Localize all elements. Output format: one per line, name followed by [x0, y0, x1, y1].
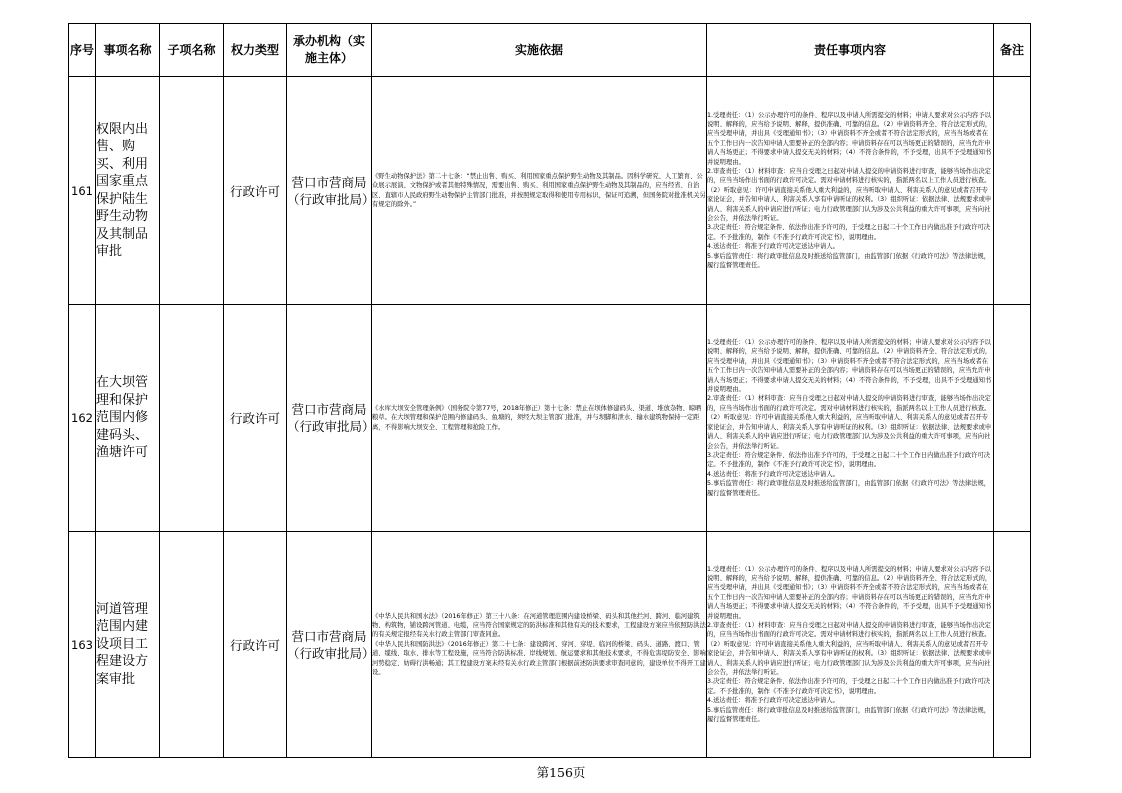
resp-decision: 3.决定责任：符合规定条件、依法作出准予许可的，于受理之日起二十个工作日内做出准予行政许可决定。不予批准的，制作《不准予行政许可决定书》，说明理由。	[707, 451, 991, 469]
handling-org	[287, 532, 375, 758]
sub-item-name	[160, 77, 224, 305]
handling-org	[287, 77, 375, 305]
legal-basis	[372, 305, 707, 532]
resp-review: 2.审查责任：（1）材料审查：应当自受理之日起对申请人提交的申请资料进行审查，能够当场作出决定的，应当当场作出书面的行政许可决定。需对申请材料进行核实的，指派两名以上工作人员进行核查。（2）听取意见：许可申请直接关系他人重大利益的，应当听取申请人、利害关系人的意见或者召开专家论证会，并告知申请人、利害关系人享有申请听证的权利。（3）组织听证：依据法律、法规要求或申请人、利害关系人的申请应进行听证；电力行政管理部门认为涉及公共利益的重大许可事项，应当向社会公告，并依法举行听证。	[707, 167, 992, 223]
org-text: 营口市营商局（行政审批局）	[287, 402, 375, 434]
resp-supervision: 5.事后监管责任：将行政审批信息及时推送给监管部门，由监管部门依据《行政许可法》等法律法规，履行监督管理责任。	[707, 706, 991, 724]
header-note: 备注	[994, 24, 1031, 77]
sub-item-name	[160, 305, 224, 532]
responsibility-content	[707, 305, 994, 532]
org-text: 营口市营商局（行政审批局）	[287, 628, 375, 661]
header-sub: 子项名称	[160, 24, 224, 77]
resp-decision: 3.决定责任：符合规定条件、依法作出准予许可的，于受理之日起二十个工作日内做出准予行政许可决定。不予批准的，制作《不准予行政许可决定书》，说明理由。	[707, 678, 991, 695]
row-number: 163	[69, 532, 96, 758]
note-cell	[994, 532, 1031, 758]
permission-table	[68, 23, 1031, 758]
resp-delivery: 4.送达责任：将准予行政许可决定送达申请人。	[707, 243, 839, 251]
row-number: 161	[69, 77, 96, 305]
basis-paragraph: 《中华人民共和国防洪法》（2016年修正）第二十七条：建设跨河、穿河、穿堤、临河的桥梁、码头、道路、渡口、管道、缆线、取水、排水等工程设施，应当符合防洪标准、岸线规划、航运要求和其他技术要求，不得危害堤防安全、影响河势稳定、妨碍行洪畅通；其工程建设方案未经有关水行政主管部门根据前述防洪要求审查同意的，建设单位不得开工建设。	[372, 640, 706, 677]
table-row	[69, 305, 1031, 532]
handling-org	[287, 305, 375, 532]
resp-acceptance: 1.受理责任：（1）公示办理许可的条件、程序以及申请人所需提交的材料；申请人要求对公示内容予以说明、解释的，应当给予说明、解释，提供准确、可靠的信息。（2）申请资料齐全、符合法定形式的，应当受理申请，并出具《受理通知书》；（3）申请资料不齐全或者不符合法定形式的，应当当场或者在五个工作日内一次告知申请人需要补正的全部内容；申请资料存在可以当场更正的错误的，应当允许申请人当场更正；不得要求申请人提交无关的材料；（4）不符合条件的，不予受理，出具不予受理通知书并说明理由。	[707, 565, 992, 620]
header-resp: 责任事项内容	[707, 24, 994, 77]
resp-delivery: 4.送达责任：将准予行政许可决定送达申请人。	[707, 470, 839, 478]
page-number: 第156页	[536, 765, 586, 780]
resp-acceptance: 1.受理责任：（1）公示办理许可的条件、程序以及申请人所需提交的材料；申请人要求对公示内容予以说明、解释的，应当给予说明、解释，提供准确、可靠的信息。（2）申请资料齐全、符合法定形式的，应当受理申请，并出具《受理通知书》；（3）申请资料不齐全或者不符合法定形式的，应当当场或者在五个工作日内一次告知申请人需要补正的全部内容；申请资料存在可以当场更正的错误的，应当允许申请人当场更正；不得要求申请人提交无关的材料；（4）不符合条件的，不予受理，出具不予受理通知书并说明理由。	[707, 111, 992, 166]
resp-decision: 3.决定责任：符合规定条件、依法作出准予许可的，于受理之日起二十个工作日内做出准予行政许可决定。不予批准的，制作《不准予行政许可决定书》，说明理由。	[707, 224, 991, 241]
note-cell	[994, 305, 1031, 532]
responsibility-content	[707, 532, 994, 758]
resp-review: 2.审查责任：（1）材料审查：应当自受理之日起对申请人提交的申请资料进行审查，能够当场作出决定的，应当当场作出书面的行政许可决定。需对申请材料进行核实的，指派两名以上工作人员进行核查。（2）听取意见：许可申请直接关系他人重大利益的，应当听取申请人、利害关系人的意见或者召开专家论证会，并告知申请人、利害关系人享有申请听证的权利。（3）组织听证：依据法律、法规要求或申请人、利害关系人的申请应进行听证；电力行政管理部门认为涉及公共利益的重大许可事项，应当向社会公告，并依法举行听证。	[707, 621, 992, 677]
header-name: 事项名称	[96, 24, 160, 77]
resp-acceptance: 1.受理责任：（1）公示办理许可的条件、程序以及申请人所需提交的材料；申请人要求对公示内容予以说明、解释的，应当给予说明、解释，提供准确、可靠的信息。（2）申请资料齐全、符合法定形式的，应当受理申请，并出具《受理通知书》；（3）申请资料不齐全或者不符合法定形式的，应当当场或者在五个工作日内一次告知申请人需要补正的全部内容；申请资料存在可以当场更正的错误的，应当允许申请人当场更正；不得要求申请人提交无关的材料；（4）不符合条件的，不予受理，出具不予受理通知书并说明理由。	[707, 339, 992, 394]
header-type: 权力类型	[224, 24, 287, 77]
row-number: 162	[69, 305, 96, 532]
sub-item-name	[160, 532, 224, 758]
note-cell	[994, 77, 1031, 305]
power-type: 行政许可	[224, 305, 287, 532]
resp-delivery: 4.送达责任：将准予行政许可决定送达申请人。	[707, 697, 839, 705]
responsibility-content	[707, 77, 994, 305]
header-basis: 实施依据	[372, 24, 707, 77]
table-row	[69, 77, 1031, 305]
resp-review: 2.审查责任：（1）材料审查：应当自受理之日起对申请人提交的申请资料进行审查，能够当场作出决定的，应当当场作出书面的行政许可决定。需对申请材料进行核实的，指派两名以上工作人员进行核查。（2）听取意见：许可申请直接关系他人重大利益的，应当听取申请人、利害关系人的意见或者召开专家论证会，并告知申请人、利害关系人享有申请听证的权利。（3）组织听证：依据法律、法规要求或申请人、利害关系人的申请应进行听证；电力行政管理部门认为涉及公共利益的重大许可事项，应当向社会公告，并依法举行听证。	[707, 395, 992, 450]
table-row	[69, 532, 1031, 758]
resp-supervision: 5.事后监管责任：将行政审批信息及时推送给监管部门，由监管部门依据《行政许可法》等法律法规，履行监督管理责任。	[707, 252, 991, 270]
basis-paragraph: 《水库大坝安全管理条例》（国务院令第77号，2018年修正）第十七条：禁止在坝体修建码头、渠道、堆放杂物、晾晒粮草。在大坝管理和保护范围内修建码头、鱼塘的，须经大坝主管部门批准，并与坝脚和泄水、输水建筑物保持一定距离，不得影响大坝安全、工程管理和抢险工作。	[372, 404, 702, 431]
item-name: 权限内出售、购买、利用国家重点保护陆生野生动物及其制品审批	[96, 77, 160, 305]
item-name: 在大坝管理和保护范围内修建码头、渔塘许可	[96, 305, 160, 532]
item-name: 河道管理范围内建设项目工程建设方案审批	[96, 532, 160, 758]
header-org: 承办机构（实施主体）	[287, 24, 372, 77]
header-row	[69, 24, 1031, 77]
resp-supervision: 5.事后监管责任：将行政审批信息及时推送给监管部门，由监管部门依据《行政许可法》等法律法规，履行监督管理责任。	[707, 480, 991, 497]
power-type: 行政许可	[224, 77, 287, 305]
power-type: 行政许可	[224, 532, 287, 758]
header-no: 序号	[69, 24, 96, 77]
basis-paragraph: 《野生动物保护法》第二十七条：“禁止出售、购买、利用国家重点保护野生动物及其制品。因科学研究、人工繁育、公众展示展演、文物保护或者其他特殊情况，需要出售、购买、利用国家重点保护野生动物及其制品的，应当经省、自治区、直辖市人民政府野生动物保护主管部门批准，并按照规定取得和使用专用标识，保证可追溯，但国务院对批准机关另有规定的除外。”	[372, 172, 706, 208]
org-text: 营口市营商局（行政审批局）	[287, 174, 375, 207]
basis-paragraph: 《中华人民共和国水法》（2016年修正）第三十八条：在河道管理范围内建设桥梁、码头和其他拦河、跨河、临河建筑物、构筑物，铺设跨河管道、电缆，应当符合国家规定的防洪标准和其他有关的技术要求，工程建设方案应当依照防洪法的有关规定报经有关水行政主管部门审查同意。	[372, 612, 706, 639]
legal-basis	[372, 77, 707, 305]
legal-basis	[372, 532, 707, 758]
